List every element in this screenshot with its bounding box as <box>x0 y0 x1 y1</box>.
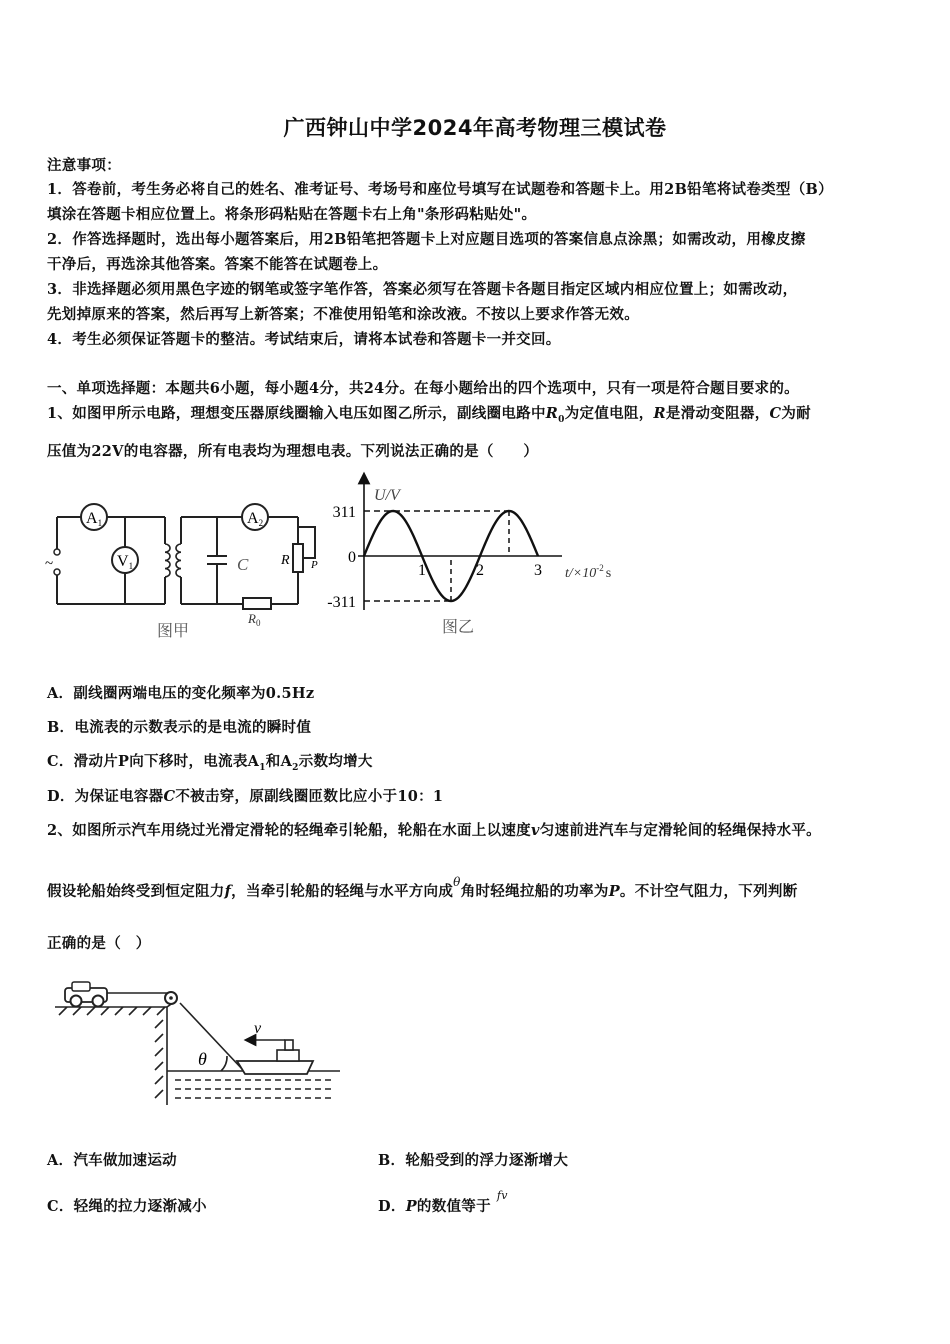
q1-option-a[interactable]: A．副线圈两端电压的变化频率为0.5Hz <box>47 685 315 702</box>
v1-sub: 1 <box>128 561 134 571</box>
x-tick-label: 3 <box>534 562 542 579</box>
svg-text:t/×10-2s <box>565 563 611 581</box>
x-axis-unit: s <box>605 566 612 581</box>
y-axis-label: U/V <box>374 487 400 504</box>
page-title: 广西钟山中学2024年高考物理三模试卷 <box>283 116 667 140</box>
q1-stem-line1: 1、如图甲所示电路，理想变压器原线圈输入电压如图乙所示，副线圈电路中$R_0$为定值电阻，R是滑动变阻器，C为耐 <box>47 405 811 425</box>
v-label: v <box>254 1020 262 1037</box>
q1-option-c[interactable]: C．滑动片P向下移时，电流表$A_1$和$A_2$示数均增大 <box>47 753 373 773</box>
svg-text:R0 <box>247 611 261 628</box>
rheostat-icon <box>293 544 303 572</box>
notice-line: 先划掉原来的答案，然后再写上新答案；不准使用铅笔和涂改液。不按以上要求作答无效。 <box>47 306 639 323</box>
notice-line: 1．答卷前，考生务必将自己的姓名、准考证号、考场号和座位号填写在试题卷和答题卡上。用2B铅笔将试卷类型（B） <box>47 181 833 198</box>
notice-heading: 注意事项： <box>47 157 121 174</box>
q1-circuit-figure <box>45 492 335 642</box>
y-tick-label: 311 <box>332 504 356 521</box>
section-heading: 一、单项选择题：本题共6小题，每小题4分，共24分。在每小题给出的四个选项中，只有一项是符合题目要求的。 <box>47 380 799 397</box>
notice-line: 干净后，再选涂其他答案。答案不能答在试题卷上。 <box>47 256 388 273</box>
q2-stem-line2: 假设轮船始终受到恒定阻力f，当牵引轮船的轻绳与水平方向成$^\theta$角时轻绳拉船的功率为P。不计空气阻力，下列判断 <box>47 875 798 900</box>
q2-stem-line1: 2、如图所示汽车用绕过光滑定滑轮的轻绳牵引轮船，轮船在水面上以速度v匀速前进汽车与定滑轮间的轻绳保持水平。 <box>47 822 821 839</box>
q2-stem-line3: 正确的是（ ） <box>47 935 151 952</box>
theta-label: θ <box>198 1049 207 1069</box>
r0-sub: 0 <box>255 618 261 628</box>
q1-option-b[interactable]: B．电流表的示数表示的是电流的瞬时值 <box>47 719 312 736</box>
y-tick-label: 0 <box>348 549 356 566</box>
r0-label: R <box>248 611 256 626</box>
a1-sub: 1 <box>97 518 103 528</box>
v1-label: V <box>117 553 129 570</box>
a1-label: A <box>86 510 98 527</box>
a2-label: A <box>247 510 259 527</box>
figure-a-caption: 图甲 <box>157 621 190 640</box>
q2-option-a[interactable]: A．汽车做加速运动 <box>47 1152 177 1169</box>
ac-source-symbol: ~ <box>45 556 54 572</box>
notice-line: 2．作答选择题时，选出每小题答案后，用2B铅笔把答题卡上对应题目选项的答案信息点涂黑；如需改动，用橡皮擦 <box>47 231 806 248</box>
x-axis-label: t/×10 <box>565 566 597 581</box>
c-label: C <box>237 555 249 574</box>
r0-resistor-icon <box>243 598 271 609</box>
q2-option-d[interactable]: D．P的数值等于$^{fv}$ <box>378 1189 508 1215</box>
x-tick-label: 2 <box>476 562 484 579</box>
ship-icon <box>237 1040 313 1074</box>
x-axis-exp: -2 <box>596 563 604 573</box>
x-tick-label: 1 <box>418 562 426 579</box>
q1-option-d[interactable]: D．为保证电容器C不被击穿，原副线圈匝数比应小于10：1 <box>47 788 444 805</box>
a2-sub: 2 <box>258 518 264 528</box>
notice-line: 4．考生必须保证答题卡的整洁。考试结束后，请将本试卷和答题卡一并交回。 <box>47 331 561 348</box>
p-label: P <box>311 559 318 571</box>
notice-line: 3．非选择题必须用黑色字迹的钢笔或签字笔作答，答案必须写在答题卡各题目指定区域内相应位置上；如需改动， <box>47 281 798 298</box>
q2-option-c[interactable]: C．轻绳的拉力逐渐减小 <box>47 1198 207 1215</box>
notice-line: 填涂在答题卡相应位置上。将条形码粘贴在答题卡右上角"条形码粘贴处"。 <box>47 206 537 223</box>
y-tick-label: -311 <box>327 594 356 611</box>
q1-voltage-chart <box>322 470 632 640</box>
q1-stem-line2: 压值为22V的电容器，所有电表均为理想电表。下列说法正确的是（ ） <box>47 443 539 460</box>
q2-option-b[interactable]: B．轮船受到的浮力逐渐增大 <box>378 1152 569 1169</box>
q2-pulley-figure <box>45 980 345 1110</box>
car-icon <box>65 982 107 1007</box>
r-label: R <box>281 553 290 568</box>
figure-b-caption: 图乙 <box>442 617 475 636</box>
